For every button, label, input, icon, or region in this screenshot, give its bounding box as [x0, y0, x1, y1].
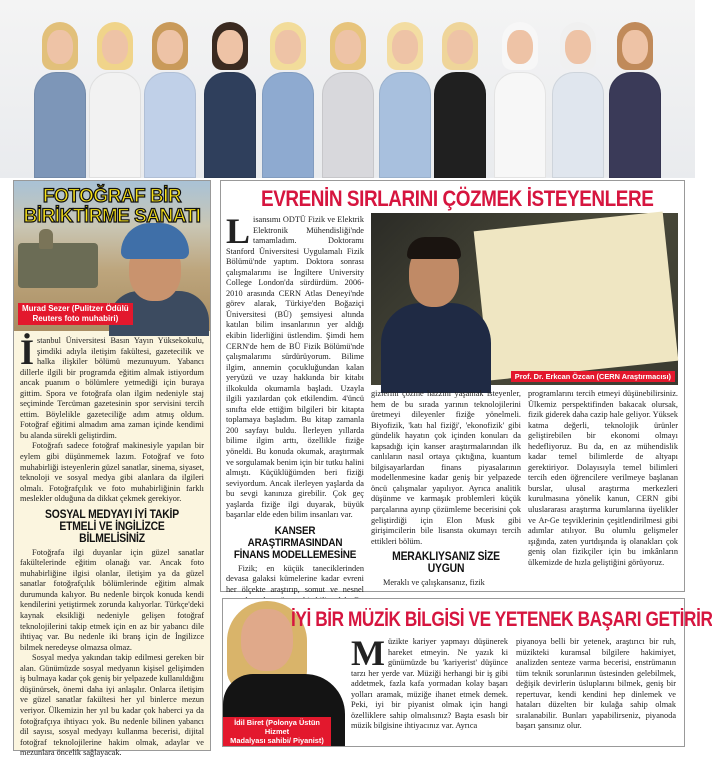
- person-face: [447, 30, 473, 64]
- person-face: [507, 30, 533, 64]
- person-body: [89, 72, 141, 178]
- subheading: MERAKLIYSANIZ SİZE UYGUN: [392, 551, 500, 576]
- paragraph: Fotoğrafa ilgi duyanlar için güzel sanatlar fakültelerinde eğitim olanağı var. Ancak foto muhabirliğine ilgisi olanlar, iletişim ya da güzel sanatlar fotoğrafçılık bölümlerinde eğitim almak durumunda kalıyor. Bu nedenle birçok konuda kendi kendilerini yetiştirmek zorunda kalıyorlar. Türkçe'deki kaynak eksikliği nedeniyle gelişen fotoğraf teknolojilerini takip etmek için en az bir yabancı dile ihtiyaç var. Bu nedenle iki branş için de İngilizce bilmek neredeyse olmazsa olmaz.: [20, 547, 204, 652]
- banner-person: [140, 0, 200, 178]
- vehicle-shape: [18, 243, 98, 288]
- physics-headline: EVRENİN SIRLARINI ÇÖZMEK İSTEYENLERE: [261, 186, 654, 211]
- banner-person: [200, 0, 260, 178]
- music-col2: [516, 637, 676, 732]
- banner-person: [318, 0, 378, 178]
- paragraph: Fizik; en küçük taneciklerinden devasa galaksi kümelerine kadar evreni her ölçekte araştırıp, somut ve nesnel: [226, 563, 364, 594]
- person-body: [34, 72, 86, 178]
- person-body: [609, 72, 661, 178]
- person-face: [241, 609, 293, 671]
- paragraph: İstanbul Üniversitesi Basın Yayın Yüksekokulu, şimdiki adıyla iletişim fakültesi, gazetecilik ve halka ilişkiler bölümü mezunuyum. Yabancı dillerle ilgili bir programda eğitim almak istiyordum ancak puanım o bölümlere yetmediği için buraya gittim. Spora ve fotoğrafa olan ilgim nedeniyle staj seçiminde Tercüman gazetesinin spor servisini tercih ettim. Böylelikle gazeteciliğe adım atmış oldum. Fotoğraf eğitimi almadım ama zaman içinde kendimi bu alanda sürekli geliştirdim.: [20, 332, 204, 440]
- paragraph: Meraklı ve çalışkansanız, fizik: [383, 578, 485, 588]
- paragraph: gizlerini çözme hazzını yaşamak isteyenler, hem de bu sırada yarının teknolojilerini üretmeyi dileyenler fiziğe yönelmeli. Biyofizik, 'katı hal fiziği', 'ekonofizik' gibi gündelik hayatın çok içinden konuları da kapsadığı için kanser araştırmalarından ilk canlıların nasıl ortaya çıktığına, kuantum bilgisayarlardan finans piyasalarının modellenmesine kadar geniş bir yelpazede öncü çalışmalar yapılıyor. Ayrıca analitik düşünme ve karmaşık problemleri küçük parçalarına ayırıp çözümleme becerisini çok geliştirdiği için Elon Musk gibi girişimcilerin bile lisansta okumayı tercih ettikleri bölüm.: [371, 389, 521, 546]
- photo-article-body: [20, 332, 204, 759]
- physics-col1: [226, 211, 364, 617]
- caption-line2: Reuters foto muhabiri): [32, 314, 119, 323]
- photo-article: [13, 180, 211, 758]
- banner-person: [490, 0, 550, 178]
- photo-title-line2: BİRİKTİRME SANATI: [23, 206, 201, 227]
- subheading: SOSYAL MEDYAYI İYİ TAKİP ETMELİ VE İNGİLİZCE BİLMELİSİNİZ: [45, 508, 179, 545]
- person-body: [434, 72, 486, 178]
- music-col1: [351, 633, 508, 732]
- person-face: [275, 30, 301, 64]
- person-body: [552, 72, 604, 178]
- music-caption: [223, 717, 331, 746]
- banner-person: [258, 0, 318, 178]
- physics-caption: Prof. Dr. Erkcan Özcan (CERN Araştırmacısı): [511, 371, 675, 382]
- paragraph: Müzikte kariyer yapmayı düşünerek hareket etmeyin. Ne yazık ki günümüzde bu 'kariyerist' düşünce tarzı her yerde var. Müziği herhangi bir iş gibi addetmek, fazla kafa yormadan kolay başarı yolları aramak, müziğe ihanet etmek demek. Peki, iyi bir piyanist olmak için hangi özelliklere sahip olmalısınız? Başta esaslı bir müzik bilgisine ihtiyacınız var. Ayrıca: [351, 633, 508, 731]
- paragraph: programlarını tercih etmeyi düşünebilirsiniz. Ülkemiz perspektifinden bakacak olursak, fizik giderek daha cazip hale geliyor. Yüksek katma değerli, teknolojik ürünler geliştirebilen bir ekonomi olmayı hedefliyoruz. Bu da, en az mühendislik kadar temel bilimlerde de altyapı gerektiriyor. Dolayısıyla temel bilimleri tercih eden öğrencilere verilmeye başlanan burslar, ulusal araştırma merkezleri kurulmasına yönelik kanun, CERN gibi uluslararası araştırma kurumlarına üyelikler ve Ar-Ge teşviklerinin çeşitlendirilmesi gibi adımlar atılıyor. Bu olumlu gelişmeler ışığında, zaten yurtdışında iş olanakları çok geniş olan fizikçiler için bu imkânların ülkemizde de hızla geliştiğini görüyoruz.: [528, 389, 678, 567]
- caption-line1: Murad Sezer (Pulitzer Ödülü: [22, 304, 129, 313]
- banner-person: [605, 0, 665, 178]
- paragraph: piyanoya belli bir yetenek, araştırıcı bir ruh, müzikteki kuramsal bilgilere hakimiyet, analizden senteze varma becerisi, enstrümanın tüm teknik sorunlarının üstesinden gelebilmek, değişik devirlerin üsluplarını bilmek, geniş bir repertuvar, kendi kendini hep dinlemek ve hataları düzelten bir kulağa sahip olmak sıralanabilir. Bunları yapabilirseniz, piyanoda başarı şansınız olur.: [516, 637, 676, 731]
- banner-person: [85, 0, 145, 178]
- helmet-shape: [121, 223, 189, 259]
- physics-col3: [528, 389, 678, 568]
- physics-col2: [371, 389, 521, 589]
- banner-person: [30, 0, 90, 178]
- person-body: [494, 72, 546, 178]
- photo-title-line1: FOTOĞRAF BİR: [42, 186, 182, 207]
- music-headline: İYİ BİR MÜZİK BİLGİSİ VE YETENEK BAŞARI GETİRİR: [291, 608, 712, 631]
- soldier-shape: [39, 229, 53, 249]
- person-face: [392, 30, 418, 64]
- paragraph: Fotoğrafı sadece fotoğraf makinesiyle yapılan bir eylem gibi düşünmemek lazım. Fotoğraf ve foto muhabirliği isteyenlerin güzel sanatlar, sinema, siyaset, teknoloji ve sosyal medya gibi alanlara da ilgileri olmalı. Fotoğrafçılık ve foto muhabirliğinin farklı meslekler olduğuna da dikkat çekmek gerekiyor.: [20, 441, 204, 504]
- person-body: [204, 72, 256, 178]
- caption-line2: Madalyası sahibi/ Piyanist): [230, 736, 324, 745]
- person-face: [565, 30, 591, 64]
- paragraph: Sosyal medya yakından takip edilmesi gereken bir alan. Günümüzde sosyal medyanın kişisel gelişimden iş bulmaya kadar çok geniş bir yelpazede kullanıldığını düşünürsek, önemi daha iyi anlaşılır. Onlarca iletişim ve güzel sanatlar fakültesi her yıl binlerce mezun veriyor. Ülkemizin her yıl bu kadar çok haberci ya da fotoğrafçıya ihtiyacı yok. Bu nedenle bilinen yabancı dil sayısı, sosyal medyayı kullanma becerisi, dijital fotoğraf teknolojilerine hakim olmak, adaylar ve mezunlara öncelik sağlayacak.: [20, 653, 204, 758]
- person-body: [322, 72, 374, 178]
- board-shape: [474, 211, 679, 380]
- person-body: [262, 72, 314, 178]
- person-body: [144, 72, 196, 178]
- photo-caption: [18, 303, 133, 325]
- banner-person: [430, 0, 490, 178]
- physics-photo: [371, 213, 678, 385]
- banner-person: [548, 0, 608, 178]
- person-face: [47, 30, 73, 64]
- physics-article: [220, 180, 685, 592]
- banner-person: [375, 0, 435, 178]
- person-face: [217, 30, 243, 64]
- music-article: [222, 598, 712, 747]
- photo-title: [14, 187, 210, 227]
- person-body: [381, 303, 491, 393]
- article-photo: [14, 181, 210, 331]
- person-body: [379, 72, 431, 178]
- caption-line1: İdil Biret (Polonya Üstün Hizmet: [234, 718, 320, 736]
- paragraph: Lisansımı ODTÜ Fizik ve Elektrik Elektronik Mühendisliği'nde tamamladım. Doktoramı Stanford Üniversitesi Uygulamalı Fizik Bölümü'nde yaptım. Doktora sonrası çalışmalarımı ise İngiltere University College London'da sürdürdüm. 2006-2010 arasında CERN Atlas Deneyi'nde görev alarak, Türkiye'den Boğaziçi Üniversitesi (BÜ) şemsiyesi altında katılan bilim insanlarının yer aldığı ekibin liderliğini üstlendim. Şimdi hem CERN'de hem de BÜ Fizik Bölümü'nde çalışmalarımı sürdürüyorum. Bilime ilgim, annemin çocukluğundan kalan yeryüzü ve uzay hakkında bir kitabı ilkokulda okumamla başladı. Uzayla ilgili yazılardan çok etkilendim. 4'üncü sınıfta elde ettiğim bilgileri bir kitapta toplamaya başladım. Bu kitap zamanla 200 sayfayı buldu. İlerleyen yıllarda bilime ilgim arttı, özellikle fiziğe yöneldi. Bu konuda okumak, araştırmak ve sorgulamak benim için bir tutku halini almıştı. Küçüklüğümden beri fiziği seviyordum. Ancak ilerleyen yaşlarda da bu sevgi kanınıza girebilir. Çok geç yaşlarda fiziğe ilgi duyarak, büyük başarılar elde eden bilim insanları var.: [226, 211, 364, 520]
- person-hair: [407, 237, 461, 259]
- person-face: [622, 30, 648, 64]
- banner-photo: [0, 0, 695, 178]
- person-face: [157, 30, 183, 64]
- subheading: KANSER ARAŞTIRMASINDAN FİNANS MODELLEMESİNE: [233, 524, 357, 561]
- person-face: [102, 30, 128, 64]
- person-face: [335, 30, 361, 64]
